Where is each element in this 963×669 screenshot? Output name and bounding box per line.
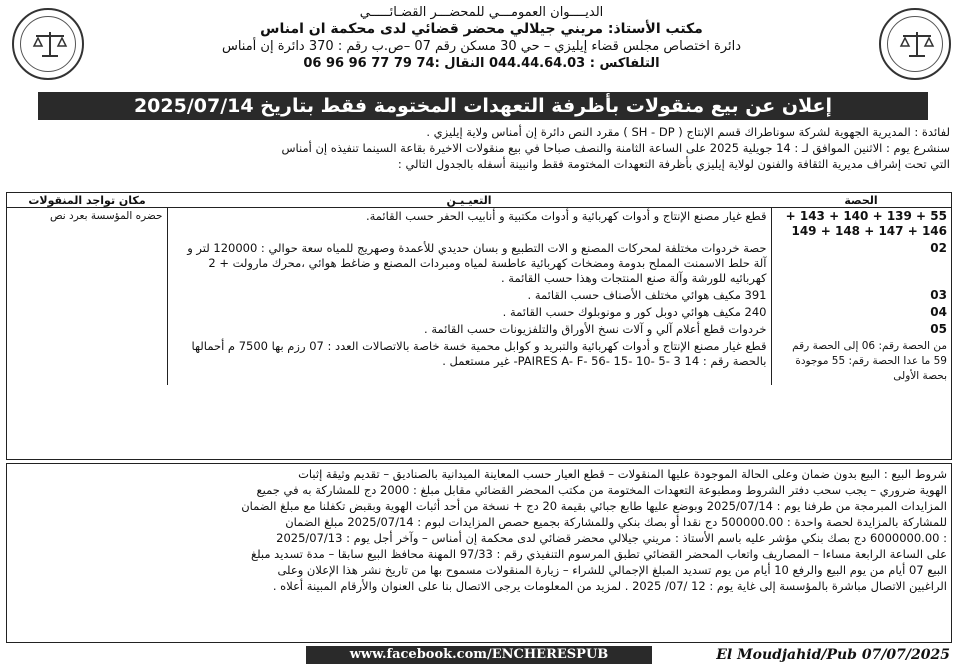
conditions-line: البيع 07 أيام من يوم البيع والرفع 10 أيام من يوم تسديد المبلغ الإجمالي للشراء – زيارة المنقولات مسموح بها من تاريخ نشر هذا الإعلان وعلى xyxy=(277,563,947,577)
intro-paragraph xyxy=(10,124,950,172)
sale-conditions xyxy=(6,463,952,643)
lot-description: قطع غيار مصنع الإنتاج و أدوات كهربائية والتبريد و كوابل محمية خسة خاصة بالاتصالات العدد : 07 رزم بها 7500 م أحمالها بالحصة رقم : 14 PAIRES A- F- 56- 15- 10- 5- 3- غير مستعمل . xyxy=(167,338,771,385)
table-row xyxy=(7,208,951,241)
contact-phones-line: التلفاكس : 044.44.64.03 النقال :74 79 77 96 96 06 xyxy=(303,56,660,71)
conditions-line: للمشاركة بالمزايدة لحصة واحدة : 500000.00 دج نقدا أو بصك بنكي وللمشاركة بجميع حصص المزايدات لبوم : 2025/07/14 مبلغ الضمان xyxy=(285,515,947,529)
conditions-line: : 6000000.00 دج بصك بنكي مؤشر عليه باسم الأستاذ : مريني جيلالي محضر قضائي لدى محكمة إن أمناس – وآخر أجل يوم : 2025/07/13 xyxy=(276,531,947,545)
lot-description: 240 مكيف هوائي دوبل كور و مونوبلوك حسب القائمة . xyxy=(167,304,771,321)
location-column-header: مكان تواجد المنقولات xyxy=(7,193,167,208)
bailiff-name-line: مكتب الأستاذ: مريني جيلالي محضر قضائي لدى محكمة ان امناس xyxy=(260,21,703,37)
conditions-line: الراغبين الاتصال مباشرة بالمؤسسة إلى غاية يوم : 12 /07/ 2025 . لمزيد من المعلومات يرجى الاتصال بنا على العنوان والأرقام المبينة أعلاه . xyxy=(272,579,947,593)
table-header-row xyxy=(7,193,951,208)
conditions-line: الهوية ضروري – يجب سحب دفتر الشروط ومطبوعة التعهدات المختومة من مكتب المحضر القضائي مقابل مبلغ : 2000 دج للمشاركة به في جميع xyxy=(256,483,947,497)
lot-description: حصة خردوات مختلفة لمحركات المصنع و الات التطبيع و بسان حديدي للأعمدة وصهريج للمياه سعة حوالي : 120000 لتر و آلة حلط الاسمنت المملح بدومة ومضخات كهربائية عاطسة لمياه ومبردات المصنع و ضاغط هوائي ،محرك مارولت + 2 كهربائيه للورشة وآلة صنع المنتجات وهذا حسب القائمة . xyxy=(167,240,771,287)
lot-number: من الحصة رقم: 06 إلى الحصة رقم 59 ما عدا الحصة رقم: 55 موجودة بحصة الأولى xyxy=(792,340,947,382)
jurisdiction-address-line: دائرة اختصاص مجلس قضاء إيليزي – حي 30 مسكن رقم 07 –ص.ب رقم : 370 دائرة إن أمناس xyxy=(221,39,742,54)
scales-of-justice-icon xyxy=(32,30,68,58)
lot-description: قطع غيار مصنع الإنتاج و أدوات كهربائية و أدوات مكتبية و أنابيب الحفر حسب القائمة. xyxy=(167,208,771,241)
scales-of-justice-icon xyxy=(899,30,935,58)
court-seal-right xyxy=(879,8,951,80)
goods-location: حضره المؤسسة بعرد نص xyxy=(7,208,167,386)
lot-number: 03 xyxy=(930,288,947,302)
conditions-line: على الساعة الرابعة مساءا – المصاريف واتعاب المحضر القضائي تطبق المرسوم التنفيذي رقم : 97/33 المهنة محافظ البيع سابقا – مدة تسديد مبلغ xyxy=(250,547,947,561)
conditions-line: المزايدات المبرمجة من طرفنا يوم : 2025/07/14 وبوضع عليها طابع جبائي بقيمة 20 دج + نسخة من أحد أثبات الهوية وبقبض تكفلنا مع مبلغ الضمان xyxy=(241,499,947,513)
announcement-title: إعلان عن بيع منقولات بأظرفة التعهدات المختومة فقط بتاريخ 2025/07/14 xyxy=(38,92,928,120)
intro-line: سنشرع يوم : الاثنين الموافق لـ : 14 جويلية 2025 على الساعة الثامنة والنصف صباحا في بيع منقولات الاخيرة بقاعة السينما تنفيذه إن أمناس xyxy=(281,141,950,155)
publication-source: El Moudjahid/Pub 07/07/2025 xyxy=(716,647,950,663)
lot-description: خردوات قطع أعلام آلي و آلات نسخ الأوراق والتلفزيونات حسب القائمة . xyxy=(167,321,771,338)
intro-line: لفائدة : المديرية الجهوية لشركة سوناطراك قسم الإنتاج ( SH - DP ) مقرد النص دائرة إن أمناس ولاية إيليزي . xyxy=(426,125,950,139)
bailiff-office-header xyxy=(110,4,853,72)
lot-number: 55 + 139 + 140 + 143 + 146 + 147 + 148 + 149 xyxy=(785,209,947,238)
lot-number: 02 xyxy=(930,241,947,255)
office-type-line: الديــــوان العمومـــي للمحضـــر القضـائـــــي xyxy=(359,5,604,20)
description-column-header: التعيـيـن xyxy=(167,193,771,208)
lot-number: 04 xyxy=(930,305,947,319)
lots-table xyxy=(6,192,952,460)
lot-description: 391 مكيف هوائي مختلف الأصناف حسب القائمة . xyxy=(167,287,771,304)
footer xyxy=(6,646,952,666)
intro-line: التي تحت إشراف مديرية الثقافة والفنون لولاية إيليزي بأظرفة التعهدات المختومة فقط وانبينة أسفله بالجدول التالي : xyxy=(397,157,950,171)
conditions-line: شروط البيع : البيع بدون ضمان وعلى الحالة الموجودة عليها المنقولات – قطع العيار حسب المعاينة الميدانية بالصناديق – تقديم وثيقة إثبات xyxy=(298,467,947,481)
court-seal-left xyxy=(12,8,84,80)
lot-column-header: الحصة xyxy=(771,193,951,208)
lot-number: 05 xyxy=(930,322,947,336)
facebook-link[interactable]: www.facebook.com/ENCHERESPUB xyxy=(306,646,652,664)
